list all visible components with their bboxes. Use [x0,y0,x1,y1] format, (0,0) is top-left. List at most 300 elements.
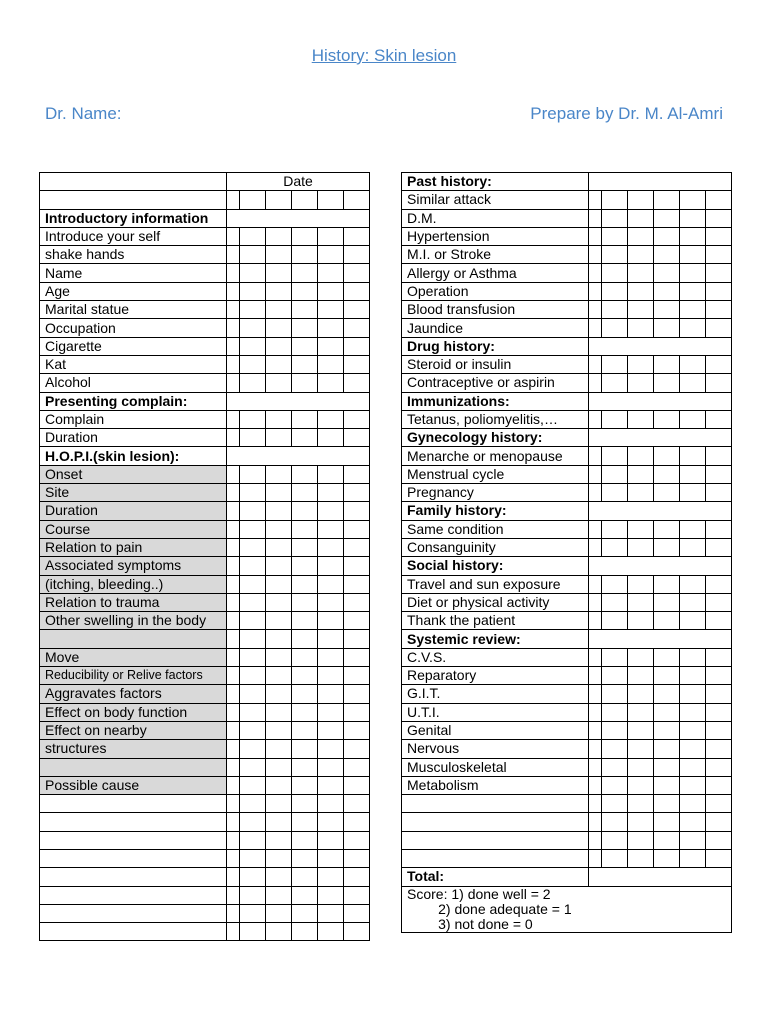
score-cell[interactable] [602,703,628,721]
score-cell[interactable] [589,301,602,319]
score-cell[interactable] [344,374,370,392]
score-cell[interactable] [589,758,602,776]
score-cell[interactable] [227,630,240,648]
score-cell[interactable] [589,191,602,209]
score-cell[interactable] [654,301,680,319]
score-cell[interactable] [680,264,706,282]
score-cell[interactable] [292,685,318,703]
score-cell[interactable] [344,319,370,337]
score-cell[interactable] [344,502,370,520]
score-cell[interactable] [706,575,732,593]
score-cell[interactable] [628,447,654,465]
score-cell[interactable] [292,575,318,593]
score-cell[interactable] [680,319,706,337]
score-cell[interactable] [654,685,680,703]
score-cell[interactable] [240,484,266,502]
score-cell[interactable] [344,776,370,794]
score-cell[interactable] [628,264,654,282]
score-cell[interactable] [318,648,344,666]
score-cell[interactable] [706,484,732,502]
score-cell[interactable] [240,886,266,904]
score-cell[interactable] [318,776,344,794]
section-score-cell[interactable] [589,392,732,410]
score-cell[interactable] [589,227,602,245]
score-cell[interactable] [654,355,680,373]
score-cell[interactable] [240,337,266,355]
score-cell[interactable] [628,282,654,300]
score-cell[interactable] [266,923,292,941]
score-cell[interactable] [227,282,240,300]
score-cell[interactable] [292,246,318,264]
score-cell[interactable] [680,703,706,721]
score-cell[interactable] [654,246,680,264]
score-cell[interactable] [706,740,732,758]
score-cell[interactable] [227,319,240,337]
score-cell[interactable] [227,923,240,941]
score-cell[interactable] [589,740,602,758]
score-cell[interactable] [589,813,602,831]
score-cell[interactable] [292,374,318,392]
score-cell[interactable] [654,374,680,392]
score-cell[interactable] [680,410,706,428]
score-cell[interactable] [680,246,706,264]
score-cell[interactable] [602,447,628,465]
score-cell[interactable] [706,795,732,813]
score-cell[interactable] [680,593,706,611]
score-cell[interactable] [318,538,344,556]
score-cell[interactable] [654,227,680,245]
score-cell[interactable] [344,868,370,886]
score-cell[interactable] [240,703,266,721]
score-cell[interactable] [240,282,266,300]
score-cell[interactable] [292,520,318,538]
score-cell[interactable] [292,191,318,209]
score-cell[interactable] [344,575,370,593]
score-cell[interactable] [292,557,318,575]
score-cell[interactable] [266,319,292,337]
score-cell[interactable] [344,484,370,502]
score-cell[interactable] [680,209,706,227]
score-cell[interactable] [318,301,344,319]
score-cell[interactable] [628,374,654,392]
score-cell[interactable] [266,557,292,575]
score-cell[interactable] [240,685,266,703]
score-cell[interactable] [602,282,628,300]
score-cell[interactable] [654,319,680,337]
score-cell[interactable] [227,868,240,886]
score-cell[interactable] [654,538,680,556]
score-cell[interactable] [589,355,602,373]
score-cell[interactable] [680,484,706,502]
score-cell[interactable] [589,319,602,337]
score-cell[interactable] [266,520,292,538]
score-cell[interactable] [227,703,240,721]
score-cell[interactable] [266,813,292,831]
score-cell[interactable] [318,612,344,630]
score-cell[interactable] [706,831,732,849]
score-cell[interactable] [589,703,602,721]
score-cell[interactable] [602,355,628,373]
score-cell[interactable] [266,703,292,721]
score-cell[interactable] [344,264,370,282]
score-cell[interactable] [344,191,370,209]
score-cell[interactable] [680,758,706,776]
score-cell[interactable] [318,667,344,685]
score-cell[interactable] [318,593,344,611]
score-cell[interactable] [240,246,266,264]
score-cell[interactable] [240,813,266,831]
score-cell[interactable] [628,191,654,209]
score-cell[interactable] [227,337,240,355]
score-cell[interactable] [318,484,344,502]
score-cell[interactable] [344,758,370,776]
score-cell[interactable] [706,721,732,739]
score-cell[interactable] [266,612,292,630]
score-cell[interactable] [654,813,680,831]
score-cell[interactable] [628,776,654,794]
score-cell[interactable] [266,795,292,813]
score-cell[interactable] [266,429,292,447]
score-cell[interactable] [706,849,732,867]
score-cell[interactable] [318,575,344,593]
score-cell[interactable] [318,191,344,209]
score-cell[interactable] [628,465,654,483]
score-cell[interactable] [266,410,292,428]
score-cell[interactable] [318,831,344,849]
score-cell[interactable] [227,429,240,447]
score-cell[interactable] [654,721,680,739]
score-cell[interactable] [266,886,292,904]
score-cell[interactable] [589,410,602,428]
score-cell[interactable] [266,374,292,392]
score-cell[interactable] [589,593,602,611]
score-cell[interactable] [680,282,706,300]
score-cell[interactable] [706,776,732,794]
score-cell[interactable] [589,612,602,630]
score-cell[interactable] [318,337,344,355]
score-cell[interactable] [628,758,654,776]
score-cell[interactable] [680,849,706,867]
section-score-cell[interactable] [227,447,370,465]
score-cell[interactable] [589,849,602,867]
score-cell[interactable] [628,246,654,264]
score-cell[interactable] [680,685,706,703]
score-cell[interactable] [706,758,732,776]
section-score-cell[interactable] [589,429,732,447]
score-cell[interactable] [706,374,732,392]
score-cell[interactable] [344,831,370,849]
score-cell[interactable] [292,612,318,630]
score-cell[interactable] [240,465,266,483]
section-score-cell[interactable] [589,630,732,648]
score-cell[interactable] [628,593,654,611]
score-cell[interactable] [344,355,370,373]
score-cell[interactable] [344,685,370,703]
score-cell[interactable] [628,227,654,245]
score-cell[interactable] [628,301,654,319]
score-cell[interactable] [602,374,628,392]
score-cell[interactable] [240,795,266,813]
score-cell[interactable] [654,776,680,794]
score-cell[interactable] [292,923,318,941]
score-cell[interactable] [292,630,318,648]
score-cell[interactable] [602,191,628,209]
score-cell[interactable] [227,685,240,703]
score-cell[interactable] [628,813,654,831]
score-cell[interactable] [240,319,266,337]
score-cell[interactable] [240,667,266,685]
score-cell[interactable] [602,410,628,428]
score-cell[interactable] [680,538,706,556]
score-cell[interactable] [706,264,732,282]
score-cell[interactable] [292,465,318,483]
score-cell[interactable] [227,612,240,630]
score-cell[interactable] [318,429,344,447]
score-cell[interactable] [292,538,318,556]
score-cell[interactable] [602,209,628,227]
section-score-cell[interactable] [589,502,732,520]
score-cell[interactable] [602,831,628,849]
score-cell[interactable] [706,465,732,483]
score-cell[interactable] [292,301,318,319]
score-cell[interactable] [628,410,654,428]
score-cell[interactable] [318,264,344,282]
score-cell[interactable] [602,227,628,245]
score-cell[interactable] [240,538,266,556]
score-cell[interactable] [318,923,344,941]
score-cell[interactable] [654,520,680,538]
score-cell[interactable] [240,721,266,739]
score-cell[interactable] [680,447,706,465]
score-cell[interactable] [602,685,628,703]
score-cell[interactable] [292,849,318,867]
score-cell[interactable] [240,648,266,666]
score-cell[interactable] [227,795,240,813]
score-cell[interactable] [706,209,732,227]
score-cell[interactable] [654,410,680,428]
score-cell[interactable] [654,209,680,227]
score-cell[interactable] [344,410,370,428]
score-cell[interactable] [628,575,654,593]
score-cell[interactable] [602,648,628,666]
score-cell[interactable] [602,593,628,611]
score-cell[interactable] [318,374,344,392]
score-cell[interactable] [680,721,706,739]
score-cell[interactable] [240,868,266,886]
section-score-cell[interactable] [589,868,732,886]
score-cell[interactable] [706,447,732,465]
score-cell[interactable] [654,795,680,813]
score-cell[interactable] [602,740,628,758]
score-cell[interactable] [292,795,318,813]
score-cell[interactable] [628,849,654,867]
score-cell[interactable] [292,868,318,886]
score-cell[interactable] [654,593,680,611]
score-cell[interactable] [654,667,680,685]
score-cell[interactable] [628,740,654,758]
score-cell[interactable] [266,465,292,483]
score-cell[interactable] [680,575,706,593]
score-cell[interactable] [292,813,318,831]
score-cell[interactable] [589,520,602,538]
score-cell[interactable] [266,831,292,849]
score-cell[interactable] [589,831,602,849]
score-cell[interactable] [680,776,706,794]
score-cell[interactable] [318,795,344,813]
score-cell[interactable] [706,520,732,538]
score-cell[interactable] [344,703,370,721]
score-cell[interactable] [344,301,370,319]
score-cell[interactable] [240,758,266,776]
score-cell[interactable] [292,667,318,685]
score-cell[interactable] [344,227,370,245]
score-cell[interactable] [628,795,654,813]
score-cell[interactable] [680,612,706,630]
score-cell[interactable] [227,410,240,428]
score-cell[interactable] [628,520,654,538]
score-cell[interactable] [654,648,680,666]
score-cell[interactable] [318,886,344,904]
score-cell[interactable] [654,447,680,465]
section-score-cell[interactable] [589,173,732,191]
score-cell[interactable] [706,282,732,300]
score-cell[interactable] [602,465,628,483]
section-score-cell[interactable] [227,392,370,410]
score-cell[interactable] [240,630,266,648]
score-cell[interactable] [318,520,344,538]
score-cell[interactable] [240,227,266,245]
score-cell[interactable] [240,502,266,520]
score-cell[interactable] [318,758,344,776]
score-cell[interactable] [227,575,240,593]
score-cell[interactable] [266,776,292,794]
score-cell[interactable] [318,685,344,703]
score-cell[interactable] [602,319,628,337]
score-cell[interactable] [240,904,266,922]
score-cell[interactable] [344,593,370,611]
score-cell[interactable] [706,301,732,319]
score-cell[interactable] [589,575,602,593]
score-cell[interactable] [240,575,266,593]
score-cell[interactable] [628,721,654,739]
score-cell[interactable] [680,191,706,209]
score-cell[interactable] [628,648,654,666]
score-cell[interactable] [706,685,732,703]
score-cell[interactable] [344,538,370,556]
score-cell[interactable] [706,667,732,685]
score-cell[interactable] [344,429,370,447]
score-cell[interactable] [318,227,344,245]
score-cell[interactable] [628,831,654,849]
score-cell[interactable] [292,904,318,922]
score-cell[interactable] [318,465,344,483]
score-cell[interactable] [589,374,602,392]
score-cell[interactable] [654,758,680,776]
score-cell[interactable] [589,776,602,794]
score-cell[interactable] [266,355,292,373]
score-cell[interactable] [240,831,266,849]
score-cell[interactable] [602,538,628,556]
score-cell[interactable] [589,648,602,666]
score-cell[interactable] [589,447,602,465]
score-cell[interactable] [706,227,732,245]
score-cell[interactable] [344,667,370,685]
score-cell[interactable] [344,520,370,538]
score-cell[interactable] [344,612,370,630]
score-cell[interactable] [292,319,318,337]
score-cell[interactable] [266,648,292,666]
score-cell[interactable] [266,758,292,776]
score-cell[interactable] [266,538,292,556]
score-cell[interactable] [706,593,732,611]
score-cell[interactable] [680,374,706,392]
score-cell[interactable] [589,721,602,739]
score-cell[interactable] [344,337,370,355]
score-cell[interactable] [602,758,628,776]
score-cell[interactable] [344,904,370,922]
score-cell[interactable] [344,246,370,264]
score-cell[interactable] [654,849,680,867]
score-cell[interactable] [292,355,318,373]
score-cell[interactable] [240,593,266,611]
score-cell[interactable] [318,868,344,886]
score-cell[interactable] [680,355,706,373]
score-cell[interactable] [589,685,602,703]
score-cell[interactable] [318,410,344,428]
score-cell[interactable] [227,776,240,794]
score-cell[interactable] [227,831,240,849]
score-cell[interactable] [344,923,370,941]
score-cell[interactable] [227,538,240,556]
score-cell[interactable] [266,337,292,355]
score-cell[interactable] [266,575,292,593]
score-cell[interactable] [318,740,344,758]
score-cell[interactable] [240,520,266,538]
score-cell[interactable] [240,612,266,630]
score-cell[interactable] [318,355,344,373]
score-cell[interactable] [589,282,602,300]
score-cell[interactable] [227,484,240,502]
score-cell[interactable] [602,612,628,630]
score-cell[interactable] [602,813,628,831]
score-cell[interactable] [266,301,292,319]
score-cell[interactable] [292,484,318,502]
section-score-cell[interactable] [589,557,732,575]
score-cell[interactable] [240,740,266,758]
score-cell[interactable] [589,209,602,227]
score-cell[interactable] [589,667,602,685]
score-cell[interactable] [292,740,318,758]
score-cell[interactable] [706,355,732,373]
section-score-cell[interactable] [589,337,732,355]
score-cell[interactable] [628,703,654,721]
score-cell[interactable] [344,849,370,867]
score-cell[interactable] [680,795,706,813]
score-cell[interactable] [240,776,266,794]
score-cell[interactable] [654,740,680,758]
score-cell[interactable] [227,593,240,611]
score-cell[interactable] [680,740,706,758]
score-cell[interactable] [266,246,292,264]
score-cell[interactable] [680,520,706,538]
score-cell[interactable] [344,740,370,758]
section-score-cell[interactable] [227,209,370,227]
score-cell[interactable] [589,264,602,282]
score-cell[interactable] [292,264,318,282]
score-cell[interactable] [654,831,680,849]
score-cell[interactable] [680,831,706,849]
score-cell[interactable] [589,795,602,813]
